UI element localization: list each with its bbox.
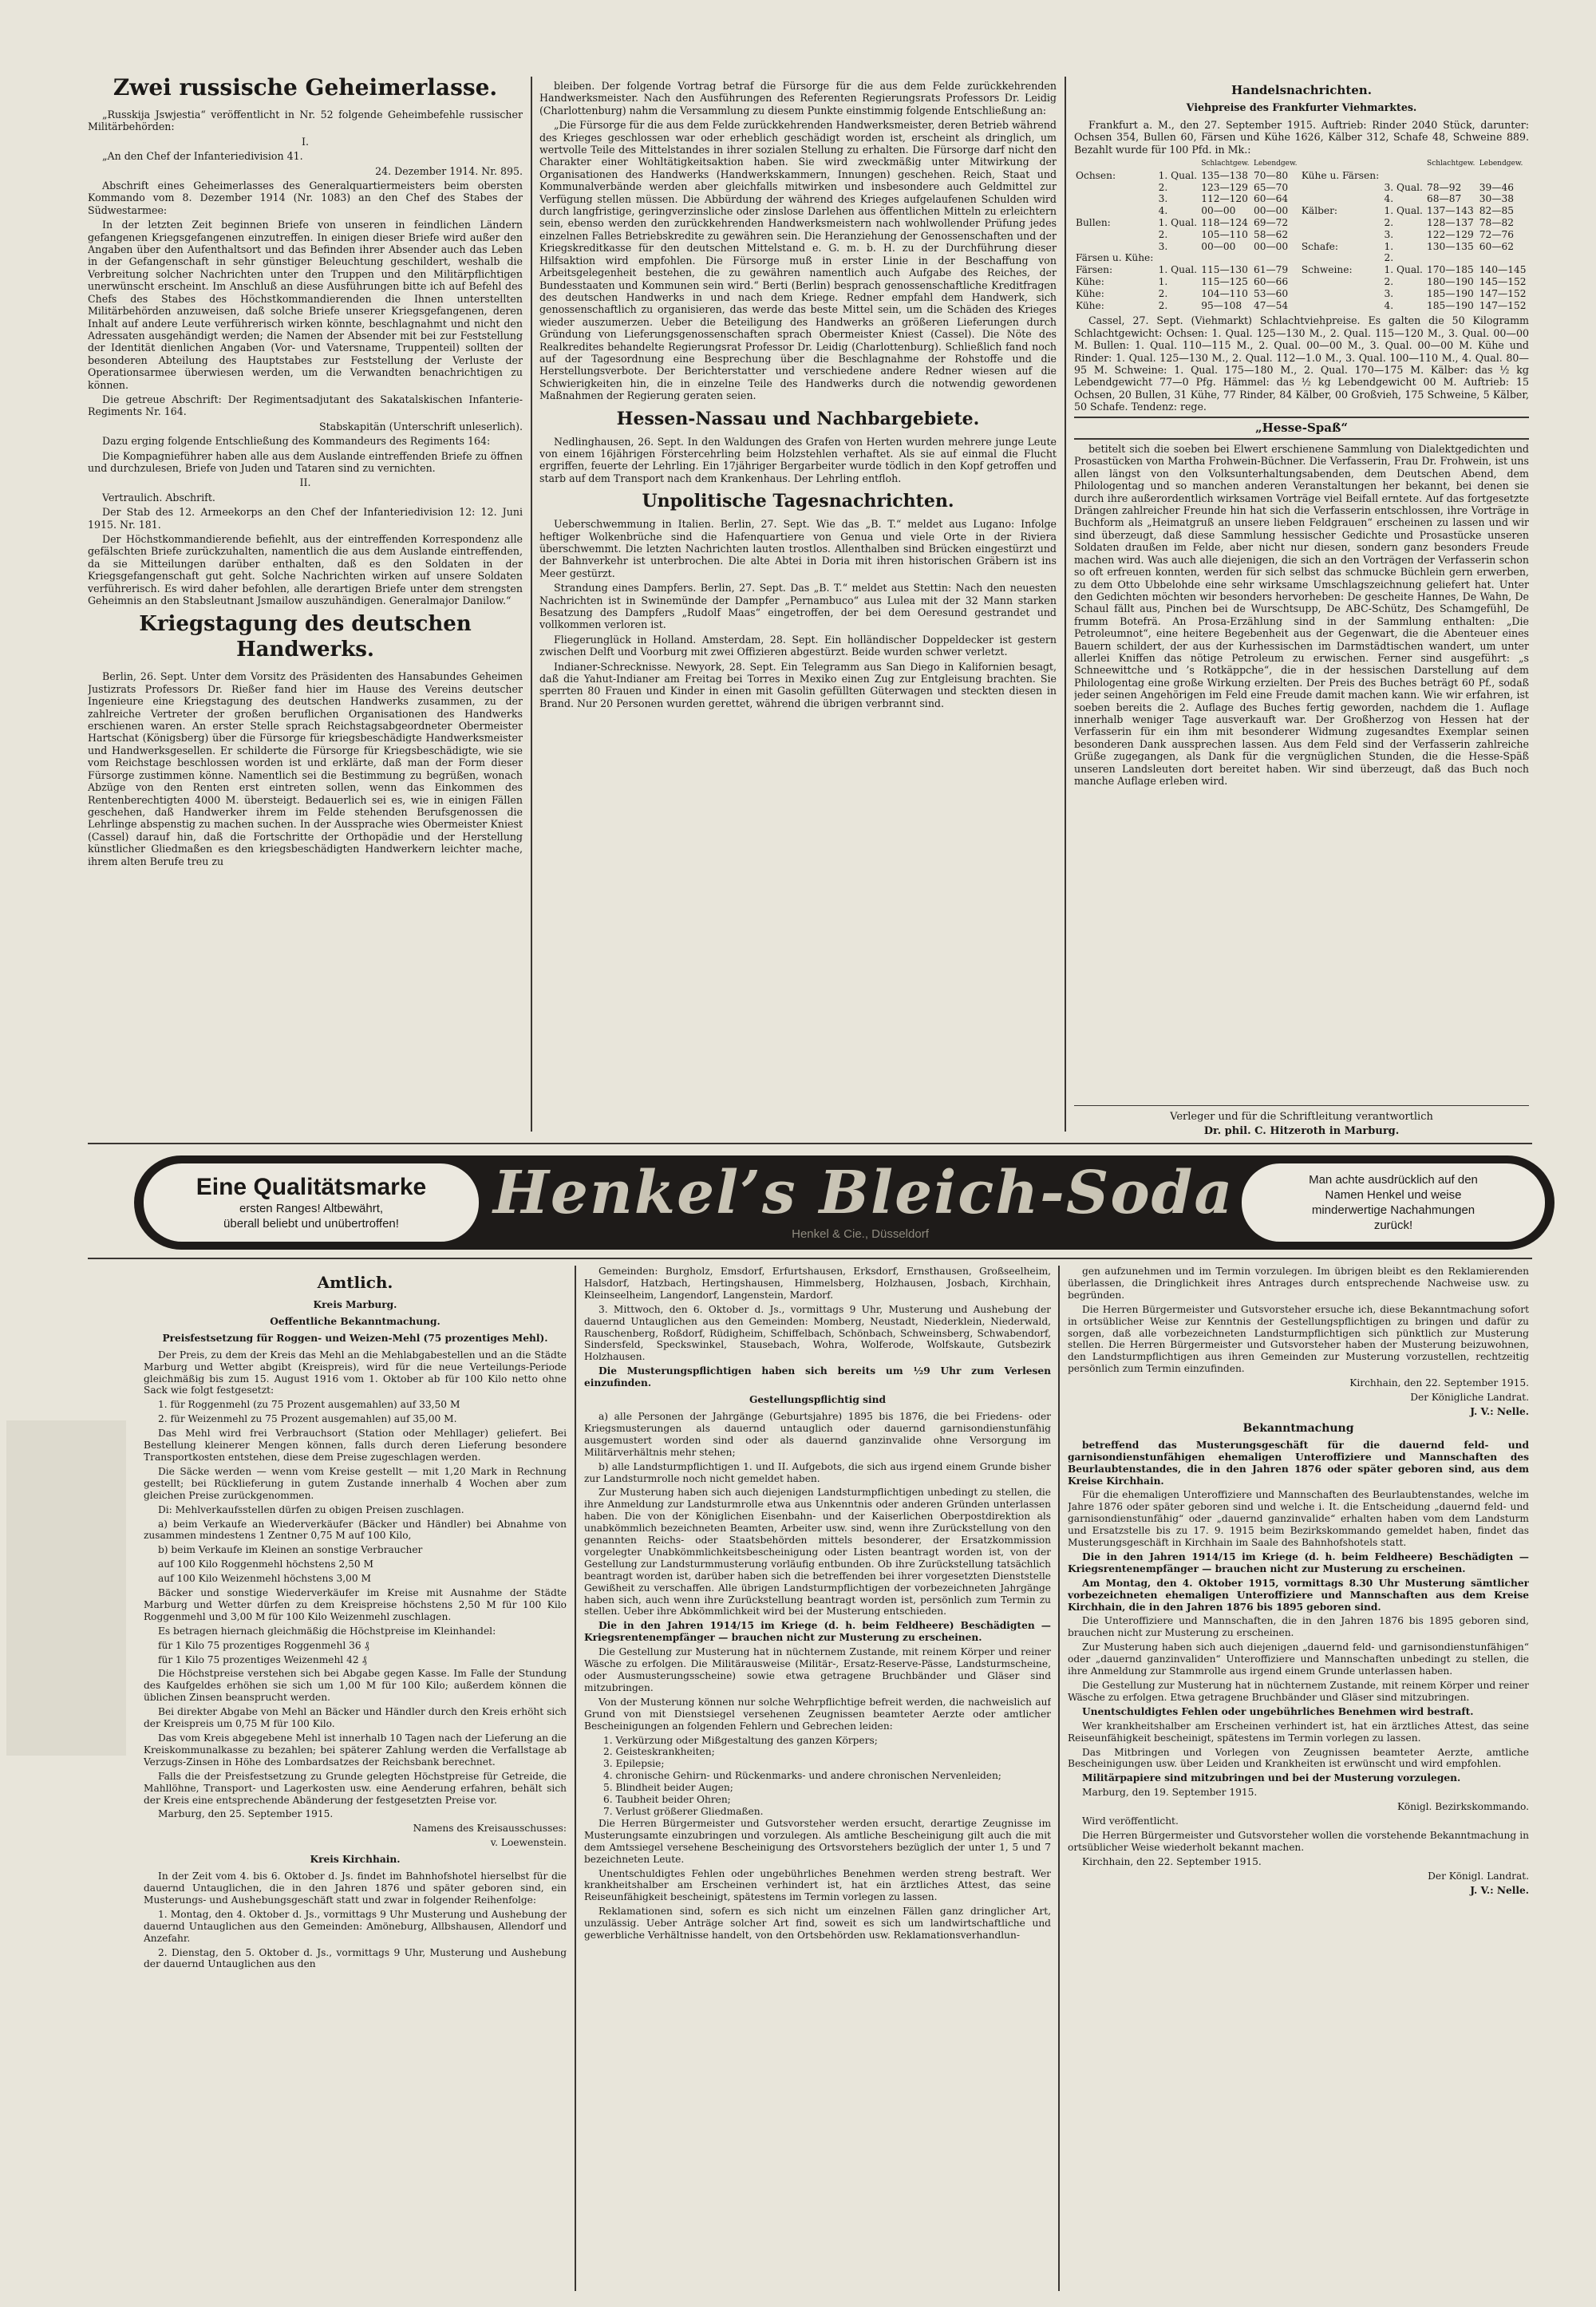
price-table-row	[1074, 276, 1529, 288]
price-table-cell: 123—129	[1201, 181, 1248, 193]
paragraph: 1. Montag, den 4. Oktober d. Js., vormittags 9 Uhr Musterung und Aushebung der dauernd Untauglichen aus den Gemeinden: Amöneburg, Allbshausen, Allendorf und Anzefahr.	[144, 1908, 567, 1944]
price-table-cell	[1425, 170, 1478, 182]
price-table-cell: 47—54	[1253, 299, 1289, 311]
signature: Der Königl. Landrat.	[1428, 1870, 1529, 1882]
price-table-cell: 61—79	[1253, 264, 1289, 276]
price-table-cell: 2.	[1384, 252, 1394, 264]
paragraph: Das Mitbringen und Vorlegen von Zeugnissen beamteter Aerzte, amtliche Bescheinigungen usw. über Leiden und Krankheiten ist erwünscht und wird empfohlen.	[1068, 1746, 1529, 1770]
price-table-cell: Kühe u. Färsen:	[1301, 169, 1380, 181]
ad-brand-sub: Henkel & Cie., Düsseldorf	[792, 1227, 929, 1241]
paragraph: Unentschuldigtes Fehlen oder ungebührliches Benehmen wird bestraft.	[1082, 1705, 1474, 1717]
paragraph: Die Herren Bürgermeister und Gutsvorsteher werden ersucht, derartige Zeugnisse im Musterungsamte einzubringen und vorzulegen. Als amtliche Bescheinigung gilt auch die mit dem Amtssiegel versehene Bescheinigung des Ortsvorstehers bezüglich der unter 1, 5 und 7 bezeichneten Leute.	[584, 1817, 1051, 1865]
price-table-cell: Schafe:	[1301, 240, 1338, 252]
price-table-cell: 2.	[1158, 228, 1168, 240]
list-item: 1. Verkürzung oder Mißgestaltung des ganzen Körpers;	[603, 1734, 878, 1746]
paragraph: Indianer-Schrecknisse. Newyork, 28. Sept. Ein Telegramm aus San Diego in Kalifornien besagt, daß die Yahut-Indianer am Freitag bei Torres in Mexiko einen Zug zur Entgleisung brachten. Sie sperrten 80 Frauen und Kinder in einen mit Gasolin gefüllten Güterwagen und steckten diesen in Brand. Nur 20 Personen wurden gerettet, während die übrigen verbrannt sind.	[539, 660, 1057, 709]
paragraph: für 1 Kilo 75 prozentiges Weizenmehl 42 ₰	[158, 1653, 367, 1665]
price-table-row	[1074, 229, 1529, 241]
price-table-cell: 185—190	[1427, 287, 1474, 299]
price-table-cell: 122—129	[1427, 228, 1474, 240]
section-title-hessen-nassau: Hessen-Nassau und Nachbargebiete.	[616, 408, 980, 429]
price-table-cell: 185—190	[1427, 299, 1474, 311]
price-table-cell: 1. Qual.	[1158, 217, 1198, 229]
paragraph: Es betragen hiernach gleichmäßig die Höchstpreise im Kleinhandel:	[158, 1625, 496, 1637]
paragraph: Die getreue Abschrift: Der Regimentsadjutant des Sakatalskischen Infanterie-Regiments Nr. 164.	[88, 393, 523, 418]
paragraph: Frankfurt a. M., den 27. September 1915. Auftrieb: Rinder 2040 Stück, darunter: Ochsen 354, Bullen 60, Färsen und Kühe 1626, Kälber 312, Schafe 48, Schweine 889. Bezahlt wurde für 100 Pfd. in Mk.:	[1074, 118, 1529, 156]
price-table-cell: 60—64	[1253, 193, 1289, 205]
list-item: 3. Epilepsie;	[603, 1758, 665, 1770]
price-table-cell: 65—70	[1253, 181, 1289, 193]
price-table-cell	[1382, 158, 1425, 170]
paragraph: Reklamationen sind, sofern es sich nicht um einzelnen Fällen ganz dringlicher Art, unzulässig. Ueber Anträge solcher Art find, soweit es sich um landwirtschaftliche und gewerbliche Verhältnisse handelt, von den Ortsbehörden usw. Reklamationsverhandlun-	[584, 1906, 1051, 1942]
price-table-cell: Lebendgew.	[1479, 160, 1523, 168]
price-table-cell: 130—135	[1427, 240, 1474, 252]
paragraph: b) beim Verkaufe im Kleinen an sonstige Verbraucher	[158, 1544, 423, 1556]
paragraph: Di: Mehlverkaufsstellen dürfen zu obigen Preisen zuschlagen.	[158, 1503, 464, 1515]
price-table-cell	[1157, 158, 1200, 170]
signature: v. Loewenstein.	[490, 1837, 567, 1849]
ad-right-line: zurück!	[1373, 1219, 1413, 1232]
paragraph: In der Zeit vom 4. bis 6. Oktober d. Js. findet im Bahnhofshotel hierselbst für die dauernd Untauglichen, die in den Jahren 1876 und später geboren sind, ein Musterungs- und Aushebungsgeschäft statt und zwar in folgender Reihenfolge:	[144, 1870, 567, 1906]
price-table-cell: Kühe:	[1076, 276, 1104, 287]
price-table-cell	[1300, 276, 1383, 288]
price-table-cell: 4.	[1384, 299, 1394, 311]
price-table-cell: 128—137	[1427, 217, 1474, 229]
price-table-cell: 135—138	[1201, 169, 1248, 181]
price-table-cell	[1300, 182, 1383, 194]
price-table-cell	[1382, 170, 1425, 182]
paragraph: Der Stab des 12. Armeekorps an den Chef der Infanteriedivision 12: 12. Juni 1915. Nr. 181.	[88, 506, 523, 531]
horizontal-rule	[88, 1258, 1532, 1259]
paragraph: Die Musterungspflichtigen haben sich bereits um ½9 Uhr zum Verlesen einzufinden.	[584, 1365, 1051, 1389]
paragraph: Bäcker und sonstige Wiederverkäufer im Kreise mit Ausnahme der Städte Marburg und Wetter dürfen zu dem Kreispreise höchstens 2,50 M für 100 Kilo Roggenmehl und 3,00 M für 100 Kilo Weizenmehl zuschlagen.	[144, 1587, 567, 1622]
price-table-cell	[1300, 217, 1383, 229]
column-rule	[1065, 77, 1066, 1132]
column-rule	[531, 77, 532, 1132]
paragraph: Das Mehl wird frei Verbrauchsort (Station oder Mehllager) geliefert. Bei Bestellung kleinerer Mengen können, falls durch deren Lieferung besondere Transportkosten entstehen, diese dem Preise zugeschlagen werden.	[144, 1428, 567, 1463]
price-table-row	[1074, 264, 1529, 276]
price-table-cell	[1157, 252, 1200, 264]
paragraph: „An den Chef der Infanteriedivision 41.	[102, 150, 303, 163]
list-item: 2. Geisteskrankheiten;	[603, 1746, 715, 1758]
price-table-cell: 2.	[1158, 299, 1168, 311]
paragraph: Die Säcke werden — wenn vom Kreise gestellt — mit 1,20 Mark in Rechnung gestellt; bei Rücklieferung in gutem Zustande innerhalb 4 Wochen aber zum gleichen Preise zurückgenommen.	[144, 1465, 567, 1501]
section-subtitle-cattle-prices: Viehpreise des Frankfurter Viehmarktes.	[1186, 101, 1417, 114]
paragraph: Die Unteroffiziere und Mannschaften, die in den Jahren 1876 bis 1895 geboren sind, brauchen nicht zur Musterung zu erscheinen.	[1068, 1615, 1529, 1639]
ad-quality-title: Eine Qualitätsmarke	[196, 1174, 427, 1200]
paragraph: a) beim Verkaufe an Wiederverkäufer (Bäcker und Händler) bei Abnahme von zusammen mindestens 1 Zentner 0,75 M auf 100 Kilo,	[144, 1518, 567, 1542]
paper-stain	[6, 1420, 126, 1756]
price-table-cell: 58—62	[1253, 228, 1289, 240]
paragraph: Dazu erging folgende Entschließung des Kommandeurs des Regiments 164:	[102, 435, 491, 448]
price-table-cell	[1300, 158, 1383, 170]
section-number: II.	[299, 476, 311, 489]
dateline: Kirchhain, den 22. September 1915.	[1349, 1377, 1529, 1389]
price-table-cell	[1074, 229, 1157, 241]
signature: J. V.: Nelle.	[1470, 1884, 1529, 1896]
price-table-row	[1074, 241, 1529, 253]
price-table-cell: Kälber:	[1301, 205, 1338, 217]
paragraph: Unentschuldigtes Fehlen oder ungebührliches Benehmen werden streng bestraft. Wer krankheitshalber am Erscheinen verhindert ist, hat ein ärztliches Attest, das seine Reiseunfähigkeit bescheinigt, spätestens im Termin vorlegen zu lassen.	[584, 1867, 1051, 1903]
price-table-cell: 112—120	[1201, 193, 1248, 205]
middle-column	[539, 80, 1057, 1129]
price-table-cell: 1. Qual.	[1384, 264, 1423, 276]
paragraph: Die Gestellung zur Musterung hat in nüchternem Zustande, mit reinem Körper und reiner Wäsche zu erfolgen. Etwa getragene Bruchbänder und Gläser sind mitzubringen.	[1068, 1680, 1529, 1703]
price-table-cell: 69—72	[1253, 217, 1289, 229]
cattle-price-table	[1074, 158, 1529, 311]
price-table-row	[1074, 288, 1529, 300]
article-title-russian-decrees: Zwei russische Geheimerlasse.	[113, 74, 498, 101]
price-table-cell: 147—152	[1479, 299, 1527, 311]
paragraph: b) alle Landsturmpflichtigen 1. und II. Aufgebots, die sich aus irgend einem Grunde bisher zur Landsturmrolle noch nicht gemeldet haben.	[584, 1460, 1051, 1484]
district-title: Kreis Kirchhain.	[310, 1854, 401, 1866]
price-table-cell	[1300, 252, 1383, 264]
price-table-cell: Schlachtgew.	[1201, 160, 1250, 168]
paragraph: Strandung eines Dampfers. Berlin, 27. Sept. Das „B. T.“ meldet aus Stettin: Nach den neuesten Nachrichten ist in Swinemünde der Dampfer „Pernambuco“ aus Lulea mit der 32 Mann starken Besatzung des Dampfers „Rudolf Maas“ eingetroffen, der bei dem Oeresund gestrandet und vollkommen verloren ist.	[539, 582, 1057, 631]
price-table-cell: 118—124	[1201, 217, 1248, 229]
price-table-cell: Kühe:	[1076, 287, 1104, 299]
section-title-daily-news: Unpolitische Tagesnachrichten.	[642, 491, 954, 512]
signature: Namens des Kreisausschusses:	[413, 1823, 567, 1835]
price-table-cell: 00—00	[1253, 240, 1289, 252]
paragraph: auf 100 Kilo Weizenmehl höchstens 3,00 M	[158, 1573, 371, 1585]
price-table-cell: 3. Qual.	[1384, 181, 1423, 193]
price-table-row	[1074, 182, 1529, 194]
price-table-cell	[1074, 241, 1157, 253]
paragraph: Falls die der Preisfestsetzung zu Grunde gelegten Höchstpreise für Getreide, die Mahllöhne, Transport- und Lagerkosten usw. eine Aenderung erfahren, behält sich der Kreis eine entsprechende Abänderung der festgesetzten Preise vor.	[144, 1770, 567, 1806]
paragraph: gen aufzunehmen und im Termin vorzulegen. Im übrigen bleibt es den Reklamierenden überlassen, die Dringlichkeit ihres Antrages durch entsprechende Nachweise usw. zu begründen.	[1068, 1266, 1529, 1301]
price-table-cell: 60—62	[1479, 240, 1515, 252]
paragraph: betreffend das Musterungsgeschäft für die dauernd feld- und garnisondienstunfähigen ehemaligen Unteroffiziere und Mannschaften des Beurlaubtenstandes, die in den Jahren 1876 oder später geboren sind, aus dem Kreise Kirchhain.	[1068, 1439, 1529, 1487]
price-table-cell	[1300, 288, 1383, 300]
ad-right-line: Man achte ausdrücklich auf den	[1309, 1173, 1478, 1187]
price-table-row	[1074, 205, 1529, 217]
price-table-cell	[1199, 252, 1252, 264]
price-table-cell: 00—00	[1201, 240, 1236, 252]
ad-quality-sub: überall beliebt und unübertroffen!	[223, 1217, 399, 1231]
price-table-cell: Schweine:	[1301, 264, 1353, 276]
price-table-row	[1074, 170, 1529, 182]
paragraph: Die Herren Bürgermeister und Gutsvorsteher ersuche ich, diese Bekanntmachung sofort in ortsüblicher Weise zur Kenntnis der Gestellungspflichtigen zu bringen und dafür zu sorgen, daß alle vorbezeichneten Landsturmpflichtigen sich pünktlich zur Musterung stellen. Die Herren Bürgermeister und Gutsvorsteher haben der Musterung beizuwohnen, den Landsturmpflichtigen aus ihren Gemeinden zur Musterung vorzustellen, rechtzeitig persönlich zum Termin einzufinden.	[1068, 1303, 1529, 1375]
price-table-cell: 3.	[1384, 287, 1394, 299]
paragraph: bleiben. Der folgende Vortrag betraf die Fürsorge für die aus dem Felde zurückkehrenden Handwerksmeister. Nach den Ausführungen des Referenten Regierungsrats Professors Dr. Leidig (Charlottenburg) nahm die Versammlung zu diesem Punkte einstimmig folgende Entschließung an:	[539, 80, 1057, 117]
price-table-cell: 115—125	[1201, 276, 1248, 287]
price-table-cell	[1074, 193, 1157, 205]
price-table-row	[1074, 300, 1529, 312]
paragraph: Der Preis, zu dem der Kreis das Mehl an die Mehlabgabestellen und an die Städte Marburg und Wetter abgibt (Kreispreis), wird für die neue Verteilungs-Periode gleichmäßig bis zum 15. August 1916 vom 1. Oktober ab für 100 Kilo netto ohne Sack wie folgt festgesetzt:	[144, 1349, 567, 1396]
dateline: 24. Dezember 1914. Nr. 895.	[375, 164, 523, 177]
price-table-cell	[1252, 252, 1300, 264]
paragraph: Für die ehemaligen Unteroffiziere und Mannschaften des Beurlaubtenstandes, welche im Jahre 1876 oder später geboren sind und welche i. It. die Entscheidung „dauernd feld- und garnisondienstunfähig“ oder „dauernd ganzinvalide“ erhalten haben vom dem Landsturm und Ersatzstelle bis zu 17. 9. 1915 beim Bezirkskommando gemeldet haben, findet das Musterungsgeschäft in Kirchhain im Saale des Bahnhofshotels statt.	[1068, 1489, 1529, 1549]
left-column	[88, 70, 523, 1128]
price-table-header	[1074, 158, 1529, 170]
ad-brand-name: Henkel’s Bleich-Soda	[493, 1159, 1235, 1227]
price-table-cell: 39—46	[1479, 181, 1515, 193]
price-table-cell: 78—92	[1427, 181, 1462, 193]
price-table-cell: 2.	[1384, 217, 1394, 229]
price-table-row	[1074, 217, 1529, 229]
paragraph: a) alle Personen der Jahrgänge (Geburtsjahre) 1895 bis 1876, die bei Friedens- oder Kriegsmusterungen als dauernd untauglich oder dauernd garnisondienstunfähig ausgemustert worden sind oder als dauernd ganzinvalide ohne Versorgung im Militärverhältnis mehr stehen;	[584, 1410, 1051, 1458]
paragraph: 1. für Roggenmehl (zu 75 Prozent ausgemahlen) auf 33,50 M	[158, 1399, 460, 1411]
paragraph: Marburg, den 25. September 1915.	[158, 1808, 334, 1820]
notice-subtitle: Preisfestsetzung für Roggen- und Weizen-Mehl (75 prozentiges Mehl).	[162, 1332, 548, 1344]
ad-quality-sub: ersten Ranges! Altbewährt,	[239, 1202, 384, 1215]
list-item: 5. Blindheit beider Augen;	[603, 1782, 733, 1794]
article-title-war-conference: Kriegstagung des deutschen Handwerks.	[139, 612, 472, 662]
list-item: 4. chronische Gehirn- und Rückenmarks- und andere chronischen Nervenleiden;	[603, 1770, 1001, 1782]
paragraph: 2. für Weizenmehl zu 75 Prozent ausgemahlen) auf 35,00 M.	[158, 1413, 457, 1425]
section-title-official: Amtlich.	[317, 1273, 393, 1292]
paragraph: Fliegerunglück in Holland. Amsterdam, 28. Sept. Ein holländischer Doppeldecker ist gestern zwischen Delft und Voorburg mit zwei Offizieren abgestürzt. Beide wurden schwer verletzt.	[539, 633, 1057, 658]
district-title: Kreis Marburg.	[313, 1299, 397, 1310]
paragraph: auf 100 Kilo Roggenmehl höchstens 2,50 M	[158, 1558, 374, 1570]
ad-right-line: minderwertige Nachahmungen	[1311, 1203, 1476, 1217]
paragraph: Wird veröffentlicht.	[1082, 1815, 1179, 1827]
lower-middle-column	[584, 1266, 1051, 2295]
section-number: I.	[302, 135, 309, 148]
paragraph: Das vom Kreis abgegebene Mehl ist innerhalb 10 Tagen nach der Lieferung an die Kreiskommunalkasse zu bezahlen; bei späterer Zahlung werden die Verfallstage ab Verzugs-Zinsen in Höhe des Lombardsatzes der Reichsbank berechnet.	[144, 1732, 567, 1768]
notice-title: Bekanntmachung	[1242, 1421, 1354, 1435]
price-table-cell: 1.	[1158, 276, 1168, 287]
notice-title: Oeffentliche Bekanntmachung.	[270, 1315, 440, 1327]
price-table-cell: 00—00	[1201, 205, 1236, 217]
paragraph: Berlin, 26. Sept. Unter dem Vorsitz des Präsidenten des Hansabundes Geheimen Justizrats Professors Dr. Rießer fand hier im Hause des Vereins deutscher Ingenieure eine Kriegstagung des deutschen Handwerks zusammen, zu der zahlreiche Vertreter der großen beruflichen Organisationen des Handwerks erschienen waren. An erster Stelle sprach Reichstagsabgeordneter Obermeister Hartschat (Königsberg) über die Fürsorge für kriegsbeschädigte Handwerksmeister und Handwerksgesellen. Er schilderte die Fürsorge für Kriegsbeschädigte, wie sie vom Reichstage beschlossen worden ist und erklärte, daß man der Form dieser Fürsorge zustimmen könne. Namentlich sei die Bestimmung zu begrüßen, wonach Abzüge von den Renten erst eintreten sollen, wenn das Einkommen des Rentenberechtigten 4000 M. übersteigt. Bedauerlich sei es, wie in einigen Fällen geschehen, daß Handwerker ihrem im Felde stehenden Berufsgenossen die Lehrlinge abspenstig zu machen suchen. In der Aussprache wies Obermeister Kniest (Cassel) darauf hin, daß die Fortschritte der Orthopädie und der Herstellung künstlicher Gliedmaßen es den kriegsbeschädigten Handwerkern leichter mache, ihrem alten Berufe treu zu	[88, 670, 523, 867]
imprint-line-2: Dr. phil. C. Hitzeroth in Marburg.	[1203, 1125, 1400, 1137]
price-table-cell: 4.	[1158, 205, 1168, 217]
paragraph: 2. Dienstag, den 5. Oktober d. Js., vormittags 9 Uhr, Musterung und Aushebung der dauernd Untauglichen aus den	[144, 1946, 567, 1970]
paragraph: 3. Mittwoch, den 6. Oktober d. Js., vormittags 9 Uhr, Musterung und Aushebung der dauernd Untauglichen aus den Gemeinden: Momberg, Neustadt, Niederklein, Niederwald, Rauschenberg, Roßdorf, Rüdigheim, Schiffelbach, Schönbach, Schweinsberg, Schwabendorf, Sindersfeld, Speckswinkel, Stausebach, Wohra, Wolferode, Wolfskaute, Gutsbezirk Holzhausen.	[584, 1303, 1051, 1363]
lower-left-column	[144, 1266, 567, 2295]
price-table-cell: 145—152	[1479, 276, 1527, 287]
subheading: Gestellungspflichtig sind	[749, 1394, 886, 1406]
price-table-cell: 60—66	[1253, 276, 1289, 287]
ad-left-panel	[144, 1163, 479, 1242]
price-table-cell: 68—87	[1427, 193, 1462, 205]
paragraph: Die in den Jahren 1914/15 im Kriege (d. h. beim Feldheere) Beschädigten — Kriegsrentenempfänger — brauchen nicht zur Musterung zu erscheinen.	[1068, 1551, 1529, 1574]
paragraph: Cassel, 27. Sept. (Viehmarkt) Schlachtviehpreise. Es galten die 50 Kilogramm Schlachtgewicht: Ochsen: 1. Qual. 125—130 M., 2. Qual. 115—120 M., 3. Qual. 00—00 M. Bullen: 1. Qual. 110—115 M., 2. Qual. 00—00 M., 3. Qual. 00—00 M. Kühe und Rinder: 1. Qual. 125—130 M., 2. Qual. 112—1.0 M., 3. Qual. 100—110 M., 4. Qual. 80—95 M. Schweine: 1. Qual. 175—180 M., 2. Qual. 170—175 M. Kälber: das ½ kg Lebendgewicht 77—0 Pfg. Hämmel: das ½ kg Lebendgewicht 00 M. Auftrieb: 15 Ochsen, 20 Bullen, 31 Kühe, 77 Rinder, 84 Kälber, 00 Großvieh, 175 Schweine, 5 Kälber, 50 Schafe. Tendenz: rege.	[1074, 314, 1529, 413]
price-table-cell: Bullen:	[1076, 217, 1111, 229]
paragraph: Gemeinden: Burgholz, Emsdorf, Erfurtshausen, Erksdorf, Ernsthausen, Großseelheim, Halsdorf, Hatzbach, Hertingshausen, Himmelsberg, Holzhausen, Josbach, Kirchhain, Kleinseelheim, Langendorf, Langenstein, Mardorf.	[584, 1266, 1051, 1301]
horizontal-rule	[88, 1143, 1532, 1144]
price-table-row	[1074, 252, 1529, 264]
price-table-cell: Schlachtgew.	[1427, 160, 1476, 168]
price-table-cell: 00—00	[1253, 205, 1289, 217]
price-table-cell: 137—143	[1427, 205, 1474, 217]
paragraph: Abschrift eines Geheimerlasses des Generalquartiermeisters beim obersten Kommando vom 8. Dezember 1914 (Nr. 1083) an den Chef des Stabes der Südwestarmee:	[88, 180, 523, 216]
paragraph: Militärpapiere sind mitzubringen und bei der Musterung vorzulegen.	[1082, 1772, 1461, 1784]
price-table-cell	[1074, 182, 1157, 194]
right-column	[1074, 80, 1529, 1117]
signature: J. V.: Nelle.	[1470, 1405, 1529, 1417]
paragraph: Zur Musterung haben sich auch diejenigen Landsturmpflichtigen unbedingt zu stellen, die ihre Anmeldung zur Landsturmrolle etwa aus Unkenntnis oder anderen Gründen unterlassen haben. Die von der Königlichen Eisenbahn- und der Kaiserlichen Oberpostdirektion als unabkömmlich bezeichneten Beamten, Arbeiter usw. sind, wenn ihre Zurückstellung von den genannten Reichs- oder Staatsbehörden mittels besonderer, der Ersatzkommission vorgelegter Unabkömmlichkeitsbescheinigung oder Listen beantragt worden ist, von der Gestellung zur Landsturmmusterung vorläufig entbunden. Ob ihre Zurückstellung tatsächlich beantragt worden ist, darüber haben sich die betreffenden bei ihrer vorgesetzten Dienststelle Gewißheit zu verschaffen. Alle übrigen Landsturmpflichtigen der vorbezeichneten Jahrgänge haben sich, auch wenn ihre Zurückstellung beantragt worden ist, persönlich zum Termin zu stellen. Ueber ihre Abkömmlichkeit wird bei der Musterung entschieden.	[584, 1487, 1051, 1618]
list-item: 7. Verlust größerer Gliedmaßen.	[603, 1805, 764, 1817]
price-table-cell: 104—110	[1201, 287, 1248, 299]
paragraph: Von der Musterung können nur solche Wehrpflichtige befreit werden, die nachweislich auf Grund von mit Dienstsiegel versehenen Zeugnissen beamteter Aerzte oder amtlicher Bescheinigungen an folgenden Fehlern und Gebrechen leiden:	[584, 1696, 1051, 1732]
price-table-cell: 3.	[1158, 193, 1168, 205]
price-table-cell: 1. Qual.	[1384, 205, 1423, 217]
paragraph: Vertraulich. Abschrift.	[102, 491, 215, 504]
price-table-cell: 1. Qual.	[1158, 264, 1198, 276]
paragraph: Die Kompagnieführer haben alle aus dem Auslande eintreffenden Briefe zu öffnen und durchzulesen, Briefe von Juden und Tataren sind zu vernichten.	[88, 449, 523, 474]
paragraph: Die in den Jahren 1914/15 im Kriege (d. h. beim Feldheere) Beschädigten — Kriegsrentenempfänger — brauchen nicht zur Musterung zu erscheinen.	[584, 1620, 1051, 1644]
price-table-cell	[1300, 300, 1383, 312]
imprint-line-1: Verleger und für die Schriftleitung verantwortlich	[1170, 1111, 1433, 1123]
dateline: Marburg, den 19. September 1915.	[1082, 1787, 1258, 1799]
price-table-cell	[1478, 170, 1529, 182]
price-table-cell: 3.	[1158, 240, 1168, 252]
price-table-cell: Kühe:	[1076, 299, 1104, 311]
price-table-cell: Ochsen:	[1076, 169, 1116, 181]
price-table-cell: Lebendgew.	[1253, 160, 1298, 168]
henkel-advertisement	[134, 1155, 1555, 1250]
section-title-hesse-spass: „Hesse-Spaß“	[1254, 420, 1349, 435]
ailment-list	[584, 1735, 1051, 1818]
paragraph: Bei direkter Abgabe von Mehl an Bäcker und Händler durch den Kreis erhöht sich der Kreispreis um 0,75 M für 100 Kilo.	[144, 1706, 567, 1730]
paragraph: Die Herren Bürgermeister und Gutsvorsteher wollen die vorstehende Bekanntmachung in ortsüblicher Weise wiederholt bekannt machen.	[1068, 1829, 1529, 1853]
paragraph: Zur Musterung haben sich auch diejenigen „dauernd feld- und garnisondienstunfähigen“ oder „dauernd ganzinvaliden“ Unteroffiziere und Mannschaften unbedingt zu stellen, die ihre Anmeldung zur Stammrolle aus irgend einem Grunde unterlassen haben.	[1068, 1641, 1529, 1677]
section-title-trade-news: Handelsnachrichten.	[1231, 83, 1372, 97]
price-table-cell: 2.	[1384, 276, 1394, 287]
price-table-cell: 1.	[1384, 240, 1394, 252]
price-table-cell: 82—85	[1479, 205, 1515, 217]
ad-right-line: Namen Henkel und weise	[1325, 1188, 1462, 1202]
list-item: 6. Taubheit beider Ohren;	[603, 1794, 731, 1806]
signature: Der Königliche Landrat.	[1410, 1392, 1529, 1404]
price-table-cell: Färsen:	[1076, 264, 1113, 276]
price-table-cell: 147—152	[1479, 287, 1527, 299]
price-table-cell	[1425, 252, 1478, 264]
price-table-cell	[1074, 158, 1157, 170]
price-table-cell: 78—82	[1479, 217, 1515, 229]
paragraph: Am Montag, den 4. Oktober 1915, vormittags 8.30 Uhr Musterung sämtlicher vorbezeichneten ehemaligen Unteroffiziere und Mannschaften aus dem Kreise Kirchhain, die in den Jahren 1876 bis 1895 geboren sind.	[1068, 1577, 1529, 1613]
price-table-cell: 72—76	[1479, 228, 1515, 240]
signature: Königl. Bezirkskommando.	[1396, 1801, 1529, 1813]
price-table-cell: 30—38	[1479, 193, 1515, 205]
paragraph: Die Gestellung zur Musterung hat in nüchternem Zustande, mit reinem Körper und reiner Wäsche zu erfolgen. Die Militärausweise (Militär-, Ersatz-Reserve-Pässe, Landsturmscheine, oder Ausmusterungsscheine) sowie etwa getragene Bruchbänder und Gläser sind mitzubringen.	[584, 1646, 1051, 1693]
price-table-cell: 2.	[1158, 181, 1168, 193]
paragraph: Der Höchstkommandierende befiehlt, aus der eintreffenden Korrespondenz alle gefälschten Briefe zurückzuhalten, namentlich die aus dem Auslande eintreffenden, da sie Mitteilungen darüber enthalten, daß es den Soldaten in der Kriegsgefangenschaft gut geht. Solche Nachrichten wirken auf unsere Soldaten verführerisch. Es wird daher befohlen, alle derartigen Briefe unter dem strengsten Geheimnis an den Stabsleutnant Jsmailow auszuhändigen. Generalmajor Danilow.“	[88, 533, 523, 607]
imprint-rule	[1074, 1105, 1529, 1106]
price-table-cell: 105—110	[1201, 228, 1248, 240]
price-table-cell	[1300, 229, 1383, 241]
price-table-cell	[1300, 193, 1383, 205]
dateline: Kirchhain, den 22. September 1915.	[1082, 1855, 1262, 1867]
paragraph: betitelt sich die soeben bei Elwert erschienene Sammlung von Dialektgedichten und Prosastücken von Martha Frohwein-Büchner. Die Verfasserin, Frau Dr. Frohwein, ist uns allen längst von den Volksunterhaltungsabenden, dem Deutschen Abend, dem Philologentag und so manchen anderen Veranstaltungen her bekannt, bei denen sie durch ihre außerordentlich wirksamen Vorträge viel Beifall erntete. Auf das fortgesetzte Drängen zahlreicher Freunde hin hat sich die Verfasserin entschlossen, ihre Vorträge in Buchform als „Heimatgruß an unsere lieben Feldgrauen“ erscheinen zu lassen und wir sind überzeugt, daß diese Sammlung hessischer Gedichte und Prosastücke unseren Soldaten draußen im Felde, aber nicht nur diesen, sondern ganz besonders Freude machen wird. Was auch alle diejenigen, die sich an den Vorträgen der Verfasserin schon so oft erfreuen konnten, werden für sich selbst das schmucke Büchlein gern erwerben, zu dem Otto Ubbelohde eine sehr wirksame Umschlagszeichnung geliefert hat. Unter den Gedichten möchten wir besonders hervorheben: De gescheite Hannes, De Wahn, De Schaul fällt aus, Pinchen bei de Wurschtsupp, De ABC-Schütz, Des Schamgefühl, De frumm Botefrä. An Prosa-Erzählung sind in der Sammlung enthalten: „Die Petroleumnot“, eine heitere Begebenheit aus der Gegenwart, die die Abenteuer eines Bauern schildert, der aus der Kurhessischen im Darmstädtischen wandert, um unter allerlei Kniffen das nötige Petroleum zu erwischen. Ferner sind ausgeführt: „s Schneewittche und ’s Rotkäppche“, die in der hessischen Darstellung auf dem Philologentag eine große Wirkung erzielten. Der Preis des Buches beträgt 60 Pf., sodaß jeder seinen Angehörigen im Feld eine Freude damit machen kann. Wie wir erfahren, ist soeben bereits die 2. Auflage des Buches fertig geworden, nachdem die 1. Auflage innerhalb weniger Tage ausverkauft war. Der Großherzog von Hessen hat der Verfasserin für ein ihm mit besonderer Widmung zugesandtes Exemplar seinen besonderen Dank aussprechen lassen. Aus dem Feld sind der Verfasserin zahlreiche Grüße zugegangen, als Dank für die vergnüglichen Stunden, die die Hesse-Späß unseren Landsleuten dort bereitet haben. Wir sind überzeugt, daß das Buch noch manche Auflage erleben wird.	[1074, 443, 1529, 788]
paragraph: für 1 Kilo 75 prozentiges Roggenmehl 36 ₰	[158, 1639, 369, 1651]
price-table-cell: 170—185	[1427, 264, 1474, 276]
price-table-cell: Färsen u. Kühe:	[1076, 252, 1154, 264]
price-table-cell: 4.	[1384, 193, 1394, 205]
column-rule	[1058, 1266, 1060, 2291]
paragraph: Wer krankheitshalber am Erscheinen verhindert ist, hat ein ärztliches Attest, das seine Reiseunfähigkeit bescheinigt, spätestens im Termin vorlegen zu lassen.	[1068, 1720, 1529, 1744]
paragraph: In der letzten Zeit beginnen Briefe von unseren in feindlichen Ländern gefangenen Kriegsgefangenen einzutreffen. In einigen dieser Briefe wird außer den Angaben über den Aufenthaltsort und das Befinden ihrer Absender auch das Leben in der Gefangenschaft in sehr günstiger Beleuchtung geschildert, weshalb die Verbreitung solcher Nachrichten unter den Truppen und den Militärpflichtigen unerwünscht erscheint. Im Anschluß an diese Ausführungen bitte ich auf Befehl des Chefs des Stabes des Höchstkommandierenden die Ihnen unterstellten Militärbehörden anzuweisen, daß solche Briefe unserer Kriegsgefangenen, deren Inhalt auf andere Leute verführerisch wirken könnte, beschlagnahmt und nicht den Adressaten ausgehändigt werden; die Namen der Absender mit bei zur Feststellung der Identität dienlichen Angaben (Vor- und Vatersname, Truppenteil) sollten der besonderen Abteilung des Hauptstabes zur Feststellung der Verluste der Operationsarmee überwiesen werden, um die Verwandten benachrichtigen zu können.	[88, 219, 523, 391]
price-table-cell: 53—60	[1253, 287, 1289, 299]
price-table-cell: 180—190	[1427, 276, 1474, 287]
price-table-cell: 3.	[1384, 228, 1394, 240]
paragraph: „Russkija Jswjestia“ veröffentlicht in Nr. 52 folgende Geheimbefehle russischer Militärbehörden:	[88, 109, 523, 133]
price-table-cell: 140—145	[1479, 264, 1527, 276]
paragraph: Die Höchstpreise verstehen sich bei Abgabe gegen Kasse. Im Falle der Stundung des Kaufgeldes erhöhen sie sich um 1,00 M für 100 Kilo; außerdem können die üblichen Zinsen beansprucht werden.	[144, 1668, 567, 1704]
price-table-cell: 70—80	[1253, 169, 1289, 181]
column-rule	[575, 1266, 576, 2291]
paragraph: Ueberschwemmung in Italien. Berlin, 27. Sept. Wie das „B. T.“ meldet aus Lugano: Infolge heftiger Wolkenbrüche sind die Hafenquartiere von Genua und viele Orte in der Riviera überschwemmt. Die letzten Nachrichten lauten trostlos. Allenthalben sind Brücken eingestürzt und der Bahnverkehr ist unterbrochen. Die alte Abtei in Doria mit ihren historischen Gräbern ist ins Meer gestürzt.	[539, 518, 1057, 579]
price-table-cell	[1478, 252, 1529, 264]
price-table-cell: 95—108	[1201, 299, 1242, 311]
price-table-cell: 2.	[1158, 287, 1168, 299]
ad-right-panel	[1242, 1163, 1545, 1242]
price-table-row	[1074, 193, 1529, 205]
paragraph: Nedlinghausen, 26. Sept. In den Waldungen des Grafen von Herten wurden mehrere junge Leute von einem 16jährigen Förstercehrling beim Holzstehlen verhaftet. Als sie auf einmal die Flucht ergriffen, feuerte der Lehrling. Ein 17jähriger Bergarbeiter wurde tödlich in den Kopf getroffen und starb auf dem Transport nach dem Krankenhaus. Der Lehrling entfloh.	[539, 435, 1057, 484]
price-table-cell	[1074, 205, 1157, 217]
price-table-cell: 115—130	[1201, 264, 1248, 276]
lower-right-column	[1068, 1266, 1529, 2295]
paragraph: „Die Fürsorge für die aus dem Felde zurückkehrenden Handwerksmeister, deren Betrieb während des Krieges geschlossen war oder erheblich geschädigt worden ist, erscheint als dringlich, um wertvolle Teile des Mittelstandes in ihrer sozialen Stellung zu erhalten. Die Fürsorge darf nicht den Charakter einer Wohltätigkeitsaktion haben. Sie wird zweckmäßig unter Mitwirkung der Organisationen des Handwerks (Handwerkskammern, Innungen) geschehen. Reich, Staat und Kommunalverbände werden aber gleichfalls mitwirken und insbesondere auch Geldmittel zur Verfügung stellen müssen. Die Abbürdung der während des Krieges aufgelaufenen Schulden wird durch langfristige, geringverzinsliche oder zinslose Darlehen aus öffentlichen Mitteln zu erleichtern sein, ebenso werden den zurückkehrenden Handwerksmeistern nach wohlwollender Prüfung jedes einzelnen Falles Betriebskredite zu gewähren sein. Die Heranziehung der Genossenschaften und der Kriegskreditkasse für den deutschen Mittelstand e. G. m. b. H. zu der Durchführung dieser Hilfsaktion wird empfohlen. Die Fürsorge muß in erster Linie in der Beschaffung von Arbeitsgelegenheit bestehen, die zu gewähren namentlich auch Aufgabe des Reiches, der Bundesstaaten und Kommunen sein wird.“ Berti (Berlin) besprach genossenschaftliche Kreditfragen des deutschen Handwerks in und nach dem Kriege. Redner empfahl dem Handwerk, sich genossenschaftlich zu organisieren, das werde das beste Mittel sein, um die Schäden des Krieges wieder auszumerzen. Ueber die Beteiligung des Handwerks an größeren Lieferungen durch Gründung von Lieferungsgenossenschaften sprach Obermeister Kniest (Cassel). Die Nöte des Realkredites behandelte Regierungsrat Professor Dr. Leidig (Charlottenburg). Schließlich fand noch auf der Tagesordnung eine Besprechung über die Beschlagnahme der Rohstoffe und die Herstellungsverbote. Der Berichterstatter und verschiedene andere Redner wiesen auf die Schwierigkeiten hin, die in einzelne Teile des Handwerks durch die notwendig gewordenen Maßnahmen der Regierung geraten seien.	[539, 119, 1057, 402]
signature: Stabskapitän (Unterschrift unleserlich).	[319, 420, 523, 433]
price-table-cell: 1. Qual.	[1158, 169, 1198, 181]
